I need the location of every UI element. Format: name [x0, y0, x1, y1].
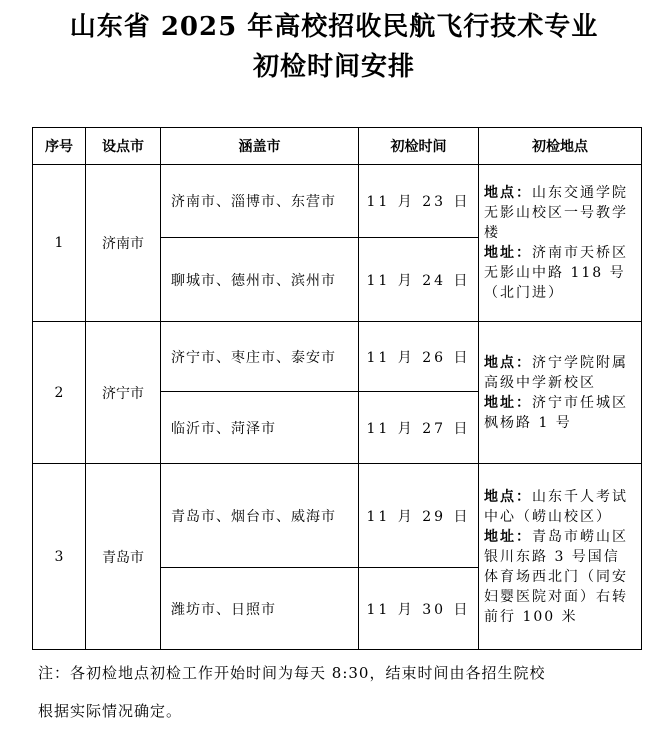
row-location	[479, 322, 642, 464]
row-index: 3	[33, 464, 86, 650]
row-date: 11 月 30 日	[359, 568, 479, 650]
row-covered: 青岛市、烟台市、威海市	[161, 464, 359, 568]
document-title-line2: 初检时间安排	[252, 52, 415, 82]
address-label: 地址：	[484, 245, 532, 261]
address-label: 地址：	[484, 394, 532, 411]
site-label: 地点：	[484, 488, 532, 505]
table-row	[33, 165, 642, 238]
row-location	[479, 464, 642, 650]
schedule-table	[32, 127, 642, 650]
footnote	[38, 654, 638, 730]
row-location	[479, 165, 642, 322]
row-index: 2	[33, 322, 86, 464]
table-row	[33, 322, 642, 392]
row-city: 济南市	[86, 165, 161, 322]
row-date: 11 月 27 日	[359, 392, 479, 464]
row-covered: 济南市、淄博市、东营市	[161, 165, 359, 238]
header-covered: 涵盖市	[161, 128, 359, 165]
row-city: 青岛市	[86, 464, 161, 650]
row-index: 1	[33, 165, 86, 322]
header-index: 序号	[33, 128, 86, 165]
footnote-line2: 根据实际情况确定。	[38, 702, 183, 720]
row-date: 11 月 26 日	[359, 322, 479, 392]
row-covered: 济宁市、枣庄市、泰安市	[161, 322, 359, 392]
address-text: 济南市天桥区无影山中路 118 号（北门进）	[484, 245, 628, 301]
address-text: 济宁市任城区枫杨路 1 号	[484, 394, 628, 431]
site-text: 山东千人考试中心（崂山校区）	[484, 488, 628, 525]
row-date: 11 月 24 日	[359, 238, 479, 322]
footnote-line1: 注：各初检地点初检工作开始时间为每天 8:30，结束时间由各招生院校	[38, 664, 546, 682]
site-text: 济宁学院附属高级中学新校区	[484, 354, 628, 391]
row-covered: 潍坊市、日照市	[161, 568, 359, 650]
table-header-row	[33, 128, 642, 165]
table-row	[33, 464, 642, 568]
header-date: 初检时间	[359, 128, 479, 165]
row-covered: 临沂市、菏泽市	[161, 392, 359, 464]
header-city: 设点市	[86, 128, 161, 165]
header-location: 初检地点	[479, 128, 642, 165]
site-label: 地点：	[484, 185, 532, 201]
row-covered: 聊城市、德州市、滨州市	[161, 238, 359, 322]
row-date: 11 月 29 日	[359, 464, 479, 568]
document-title-line1: 山东省 2025 年高校招收民航飞行技术专业	[69, 12, 599, 42]
site-label: 地点：	[484, 354, 532, 371]
address-label: 地址：	[484, 528, 532, 545]
site-text: 山东交通学院无影山校区一号教学楼	[484, 185, 628, 241]
address-text: 青岛市崂山区银川东路 3 号国信体育场西北门（同安妇婴医院对面）右转前行 100 米	[484, 528, 628, 625]
row-city: 济宁市	[86, 322, 161, 464]
row-date: 11 月 23 日	[359, 165, 479, 238]
